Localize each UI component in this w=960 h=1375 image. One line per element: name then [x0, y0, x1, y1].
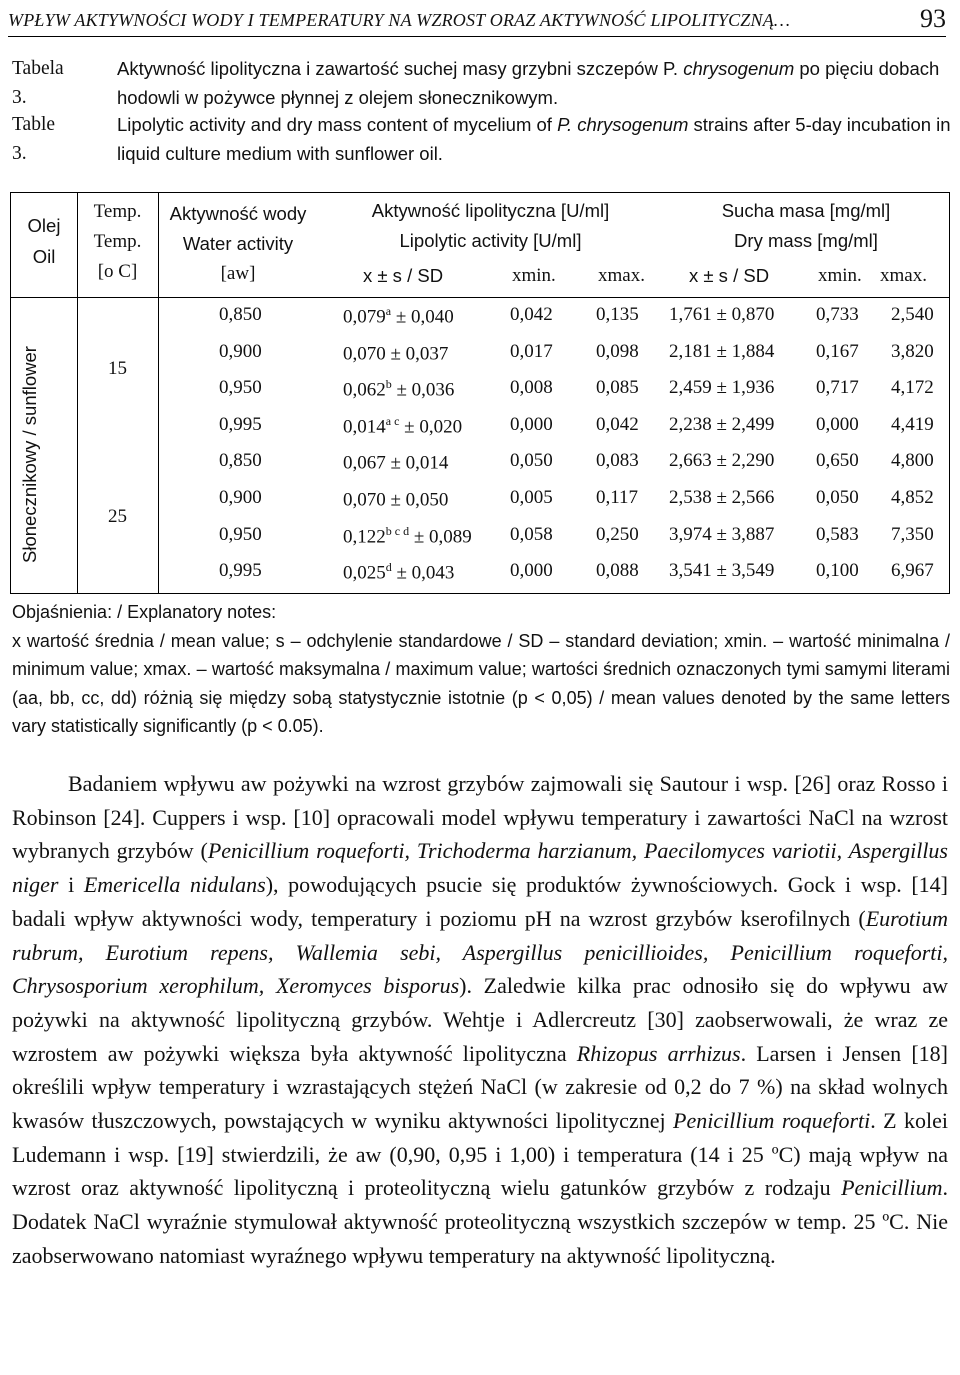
body-text	[12, 767, 948, 1273]
row-2-lip-mean-sd: 0,070 ± 0,037	[343, 342, 449, 364]
row-2-lip-min: 0,017	[510, 340, 553, 362]
row-4-lip-min: 0,000	[510, 413, 553, 435]
row-8-lip-min: 0,000	[510, 560, 553, 582]
running-title: WPŁYW AKTYWNOŚCI WODY I TEMPERATURY NA WZROST ORAZ AKTYWNOŚĆ LIPOLITYCZNĄ…	[8, 10, 791, 30]
oil-value: Słonecznikowy / sunflower	[19, 346, 40, 563]
temp-group-15: 15	[108, 358, 127, 379]
lip-max-header: xmax.	[598, 265, 645, 286]
row-6-lip-mean-sd: 0,070 ± 0,050	[343, 489, 449, 511]
lipolytic-header-pl: Aktywność lipolityczna [U/ml]	[371, 200, 610, 221]
row-7-dry-min: 0,583	[816, 523, 859, 545]
row-3-dry-max: 4,172	[891, 377, 934, 399]
row-5-lip-min: 0,050	[510, 450, 553, 472]
temp-group-25: 25	[108, 506, 127, 527]
lip-mean-sd-header: x ± s / SD	[363, 265, 444, 286]
row-1-dry-mean-sd: 1,761 ± 0,870	[669, 304, 775, 325]
row-7-lip-mean-sd: $0,122^{b c d} \pm 0,089$	[343, 523, 472, 547]
aw-header-unit: [aw]	[220, 263, 256, 284]
row-8-lip-max: 0,088	[596, 560, 639, 582]
body-paragraph: Badaniem wpływu aw pożywki na wzrost grzybów zajmowali się Sautour i wsp. [26] oraz Rosso i Robinson [24]. Cuppers i wsp. [10] opracowali model wpływu temperatury i zawartości NaCl na wzrost wybranych grzybów (Penicillium roqueforti, Trichoderma harzianum, Paecilomyces variotii, Aspergillus niger i Emericella nidulans), powodujących psucie się produktów żywnościowych. Gock i wsp. [14] badali wpływ aktywności wody, temperatury i poziomu pH na wzrost grzybów kserofilnych (Eurotium rubrum, Eurotium repens, Wallemia sebi, Aspergillus penicillioides, Penicillium roqueforti, Chrysosporium xerophilum, Xeromyces bisporus). Zaledwie kilka prac odnosiło się do wpływu aw pożywki na aktywność lipolityczną grzybów. Wehtje i Adlercreutz [30] zaobserwowali, że wraz ze wzrostem aw pożywki większa była aktywność lipolityczna Rhizopus arrhizus. Larsen i Jensen [18] określili wpływ temperatury i wzrastających stężeń NaCl (w zakresie od 0,2 do 7 %) na skład wolnych kwasów tłuszczowych, powstających w wyniku aktywności lipolitycznej Penicillium roqueforti. Z kolei Ludemann i wsp. [19] stwierdzili, że aw (0,90, 0,95 i 1,00) i temperatura (14 i 25 ºC) mają wpływ na wzrost oraz aktywność lipolityczną i proteolityczną wielu gatunków grzybów z rodzaju Penicillium. Dodatek NaCl wyraźnie stymulował aktywność proteolityczną wszystkich szczepów w temp. 25 ºC. Nie zaobserwowano natomiast wyraźnego wpływu temperatury na aktywność lipolityczną.	[12, 771, 949, 1268]
row-5-dry-min: 0,650	[816, 450, 859, 472]
row-8-lip-mean-sd: 0,025$^d$ ± 0,043	[343, 560, 455, 584]
drymass-header-en: Dry mass [mg/ml]	[734, 230, 878, 251]
row-1-lip-max: 0,135	[596, 304, 639, 325]
row-2-lip-max: 0,098	[596, 340, 639, 362]
drymass-header-pl: Sucha masa [mg/ml]	[721, 200, 891, 221]
row-5-lip-mean-sd: 0,067 ± 0,014	[343, 452, 449, 474]
row-3-lip-min: 0,008	[510, 377, 553, 399]
row-1-lip-mean-sd: 0,079$^a$ ± 0,040	[343, 304, 454, 328]
row-6-lip-max: 0,117	[596, 487, 639, 508]
row-4-dry-mean-sd: 2,238 ± 2,499	[669, 413, 775, 435]
row-4-lip-max: 0,042	[596, 413, 639, 435]
row-2-dry-min: 0,167	[816, 340, 859, 362]
oil-header-pl: Olej	[27, 215, 61, 236]
running-header	[8, 4, 946, 37]
row-5-dry-mean-sd: 2,663 ± 2,290	[669, 450, 775, 472]
row-4-dry-min: 0,000	[816, 413, 859, 435]
row-3-dry-mean-sd: 2,459 ± 1,936	[669, 377, 775, 399]
row-8-dry-max: 6,967	[891, 560, 934, 582]
dry-mean-sd-header: x ± s / SD	[689, 265, 770, 286]
notes-text: x wartość średnia / mean value; s – odchylenie standardowe / SD – standard deviation; xmin. – wartość minimalna / minimum value; xmax. – wartość maksymalna / maximum value; wartości średnich oznaczonych tymi samymi literami (aa, bb, cc, dd) różnią się między sobą statystycznie istotnie (p < 0,05) / mean values denoted by the same letters vary statistically significantly (p < 0.05).	[12, 630, 950, 736]
row-4-aw: 0,995	[219, 413, 262, 435]
row-5-lip-max: 0,083	[596, 450, 639, 472]
row-2-aw: 0,900	[219, 340, 262, 362]
row-1-aw: 0,850	[219, 304, 262, 325]
notes-heading: Objaśnienia: / Explanatory notes:	[12, 602, 277, 622]
lip-min-header: xmin.	[512, 265, 556, 286]
aw-header-en: Water activity	[182, 233, 294, 254]
row-3-lip-max: 0,085	[596, 377, 639, 399]
row-3-aw: 0,950	[219, 377, 262, 399]
row-5-dry-max: 4,800	[891, 450, 934, 472]
data-table	[10, 192, 950, 594]
row-6-aw: 0,900	[219, 487, 262, 508]
row-1-dry-min: 0,733	[816, 304, 859, 325]
temp-header-unit: [o C]	[97, 261, 138, 282]
row-2-dry-max: 3,820	[891, 340, 934, 362]
row-7-lip-max: 0,250	[596, 523, 639, 545]
caption-label-en: Table 3.	[12, 114, 56, 164]
lipolytic-header-en: Lipolytic activity [U/ml]	[399, 230, 582, 251]
row-8-dry-mean-sd: 3,541 ± 3,549	[669, 560, 775, 582]
temp-header-en: Temp.	[93, 231, 142, 252]
temp-header-pl: Temp.	[93, 201, 142, 222]
row-1-lip-min: 0,042	[510, 304, 553, 325]
row-4-dry-max: 4,419	[891, 413, 934, 435]
row-6-dry-max: 4,852	[891, 487, 934, 508]
row-7-dry-max: 7,350	[891, 523, 934, 545]
page-number: 93	[920, 4, 946, 33]
row-3-dry-min: 0,717	[816, 377, 859, 399]
row-6-dry-min: 0,050	[816, 487, 859, 508]
row-6-dry-mean-sd: 2,538 ± 2,566	[669, 487, 775, 508]
row-8-dry-min: 0,100	[816, 560, 859, 582]
dry-min-header: xmin.	[818, 265, 862, 286]
row-7-lip-min: 0,058	[510, 523, 553, 545]
caption-label-pl: Tabela 3.	[12, 58, 64, 108]
explanatory-notes	[12, 598, 950, 741]
row-7-dry-mean-sd: 3,974 ± 3,887	[669, 523, 775, 545]
caption-text-en: Lipolytic activity and dry mass content of mycelium of P. chrysogenum strains after 5-day incubation in liquid culture medium with sunflower oil.	[117, 114, 951, 164]
oil-header-en: Oil	[32, 246, 56, 267]
row-4-lip-mean-sd: $0,014^{a c} \pm 0,020$	[343, 413, 463, 438]
caption-text-pl: Aktywność lipolityczna i zawartość suchej masy grzybni szczepów P. chrysogenum po pięciu dobach hodowli w pożywce płynnej z olejem słonecznikowym.	[117, 58, 940, 108]
row-5-aw: 0,850	[219, 450, 262, 472]
aw-header-pl: Aktywność wody	[169, 203, 307, 224]
row-3-lip-mean-sd: 0,062$^b$ ± 0,036	[343, 377, 455, 401]
row-7-aw: 0,950	[219, 523, 262, 545]
row-6-lip-min: 0,005	[510, 487, 553, 508]
row-2-dry-mean-sd: 2,181 ± 1,884	[669, 340, 775, 362]
row-8-aw: 0,995	[219, 560, 262, 582]
row-1-dry-max: 2,540	[891, 304, 934, 325]
dry-max-header: xmax.	[880, 265, 927, 286]
